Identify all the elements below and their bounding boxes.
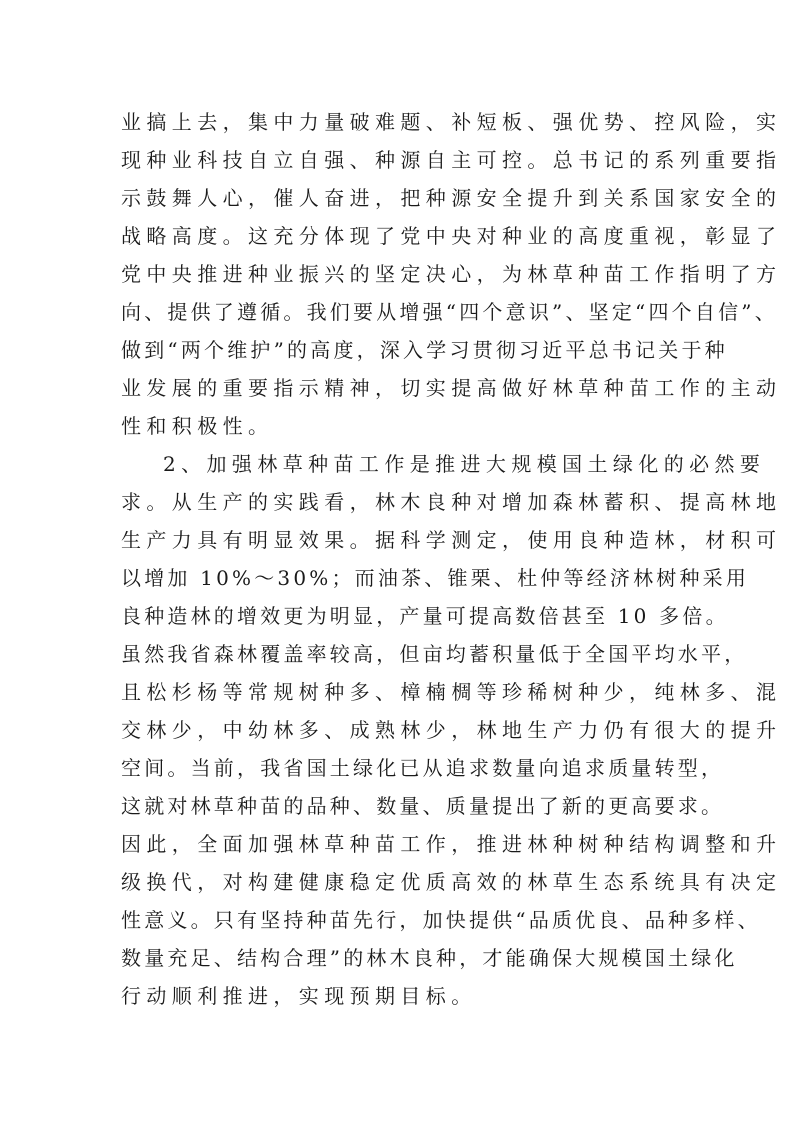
text-line: 空间。当前，我省国土绿化已从追求数量向追求质量转型， [121, 756, 725, 780]
text-line: 党中央推进种业振兴的坚定决心，为林草种苗工作指明了方 [121, 262, 782, 286]
paragraph-1 [121, 103, 782, 445]
text-line: 级换代，对构建健康稳定优质高效的林草生态系统具有决定 [121, 870, 782, 894]
text-line: 生产力具有明显效果。据科学测定，使用良种造林，材积可 [121, 528, 782, 552]
text-line: 且松杉杨等常规树种多、樟楠椆等珍稀树种少，纯林多、混 [121, 680, 782, 704]
text-line: 这就对林草种苗的品种、数量、质量提出了新的更高要求。 [121, 794, 725, 818]
text-line: 以增加 10%～30%；而油茶、锥栗、杜仲等经济林树种采用 [121, 566, 750, 590]
text-line: 因此，全面加强林草种苗工作，推进林种树种结构调整和升 [121, 832, 782, 856]
text-line: 示鼓舞人心，催人奋进，把种源安全提升到关系国家安全的 [121, 186, 782, 210]
text-line: 2、加强林草种苗工作是推进大规模国土绿化的必然要 [163, 452, 766, 476]
text-line: 求。从生产的实践看，林木良种对增加森林蓄积、提高林地 [121, 490, 782, 514]
text-line: 业搞上去，集中力量破难题、补短板、强优势、控风险，实 [121, 110, 782, 134]
text-line: 良种造林的增效更为明显，产量可提高数倍甚至 10 多倍。 [121, 604, 729, 628]
text-line: 交林少，中幼林多、成熟林少，林地生产力仍有很大的提升 [121, 718, 782, 742]
paragraph-2 [121, 445, 782, 1015]
text-line: 数量充足、结构合理”的林木良种，才能确保大规模国土绿化 [121, 946, 738, 970]
document-body [121, 103, 782, 1015]
text-line: 虽然我省森林覆盖率较高，但亩均蓄积量低于全国平均水平， [121, 642, 748, 666]
text-line: 行动顺利推进，实现预期目标。 [121, 984, 477, 1008]
text-line: 性意义。只有坚持种苗先行，加快提供“品质优良、品种多样、 [121, 908, 761, 932]
text-line: 向、提供了遵循。我们要从增强“四个意识”、坚定“四个自信”、 [121, 300, 778, 324]
text-line: 业发展的重要指示精神，切实提高做好林草种苗工作的主动 [121, 376, 782, 400]
text-line: 做到“两个维护”的高度，深入学习贯彻习近平总书记关于种 [121, 338, 728, 362]
text-line: 战略高度。这充分体现了党中央对种业的高度重视，彰显了 [121, 224, 782, 248]
text-line: 性和积极性。 [121, 414, 274, 438]
text-line: 现种业科技自立自强、种源自主可控。总书记的系列重要指 [121, 148, 782, 172]
